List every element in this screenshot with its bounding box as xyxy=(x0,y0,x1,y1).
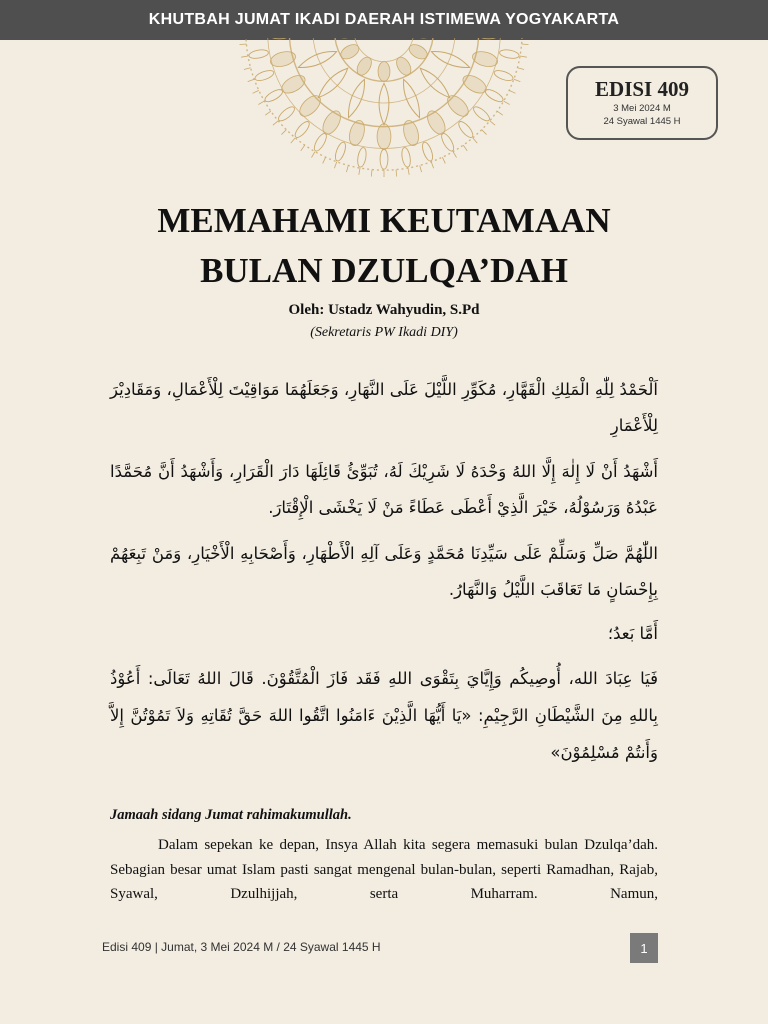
edition-number: EDISI 409 xyxy=(595,77,689,101)
edition-date-hijri: 24 Syawal 1445 H xyxy=(603,116,681,127)
title-line-2: BULAN DZULQA’DAH xyxy=(200,251,568,290)
author-role: (Sekretaris PW Ikadi DIY) xyxy=(310,325,458,340)
article-title xyxy=(0,196,768,296)
arabic-amma-badu: أَمَّا بَعدُ؛ xyxy=(607,624,658,643)
edition-box xyxy=(566,66,718,140)
greeting-line: Jamaah sidang Jumat rahimakumullah. xyxy=(110,807,352,823)
body-paragraph: Dalam sepekan ke depan, Insya Allah kita segera memasuki bulan Dzulqa’dah. Sebagian besar umat Islam pasti sangat mengenal bulan-bulan, seperti Ramadhan, Rajab, Syawal, Dzulhijjah, serta Muharram. Namun, xyxy=(110,837,658,902)
arabic-hamdalah: اَلْحَمْدُ لِلّٰهِ الْمَلِكِ الْقَهَّارِ، مُكَوِّرِ اللَّيْلَ عَلَى النَّهَارِ، وَجَعَلَهُمَا مَوَاقِيْتَ لِلْأَعْمَالِ، وَمَقَادِيْرَ لِلْأَعْمَارِ xyxy=(110,380,658,435)
header-title: KHUTBAH JUMAT IKADI DAERAH ISTIMEWA YOGYAKARTA xyxy=(148,11,620,28)
author-name: Oleh: Ustadz Wahyudin, S.Pd xyxy=(288,302,480,318)
arabic-shalawat: اللّٰهُمَّ صَلِّ وَسَلِّمْ عَلَى سَيِّدِنَا مُحَمَّدٍ وَعَلَى آلِهِ الْأَطْهَارِ، وَأَصْحَابِهِ الْأَخْيَارِ، وَمَنْ تَبِعَهُمْ بِإِحْسَانٍ مَا تَعَاقَبَ اللَّيْلُ وَالنَّهَارُ. xyxy=(110,544,658,599)
gold-mandala-icon xyxy=(236,38,532,180)
arabic-wasiat-taqwa: فَيَا عِبَادَ الله، أُوصِيكُم وَإِيَّايَ بِتَقْوَى اللهِ فَقَد فَازَ الْمُتَّقُوْنَ. قَالَ اللهُ تَعَالَى: أَعُوْذُ بِاللهِ مِنَ الشَّيْطَانِ الرَّجِيْمِ: «يَا أَيُّهَا الَّذِيْنَ ءَامَنُوا اتَّقُوا اللهَ حَقَّ تُقَاتِهِ وَلاَ تَمُوْتُنَّ إِلاَّ وَأَنتُمْ مُسْلِمُوْنَ» xyxy=(110,669,658,762)
arabic-syahadat: أَشْهَدُ أَنْ لَا إِلٰهَ إِلَّا اللهُ وَحْدَهُ لَا شَرِيْكَ لَهُ، تُبَوِّئُ قَائِلَهَا دَارَ الْقَرَارِ، وَأَشْهَدُ أَنَّ مُحَمَّدًا عَبْدُهُ وَرَسُوْلُهُ، خَيْرَ الَّذِيْ أَعْطَى عَطَاءً مَنْ لَا يَخْشَى الْإِقْتَارَ. xyxy=(110,462,658,517)
footer-text: Edisi 409 | Jumat, 3 Mei 2024 M / 24 Syawal 1445 H xyxy=(102,940,381,954)
edition-date-masehi: 3 Mei 2024 M xyxy=(613,103,671,114)
header-bar xyxy=(0,0,768,40)
page-number: 1 xyxy=(630,933,658,963)
title-line-1: MEMAHAMI KEUTAMAAN xyxy=(157,201,611,240)
